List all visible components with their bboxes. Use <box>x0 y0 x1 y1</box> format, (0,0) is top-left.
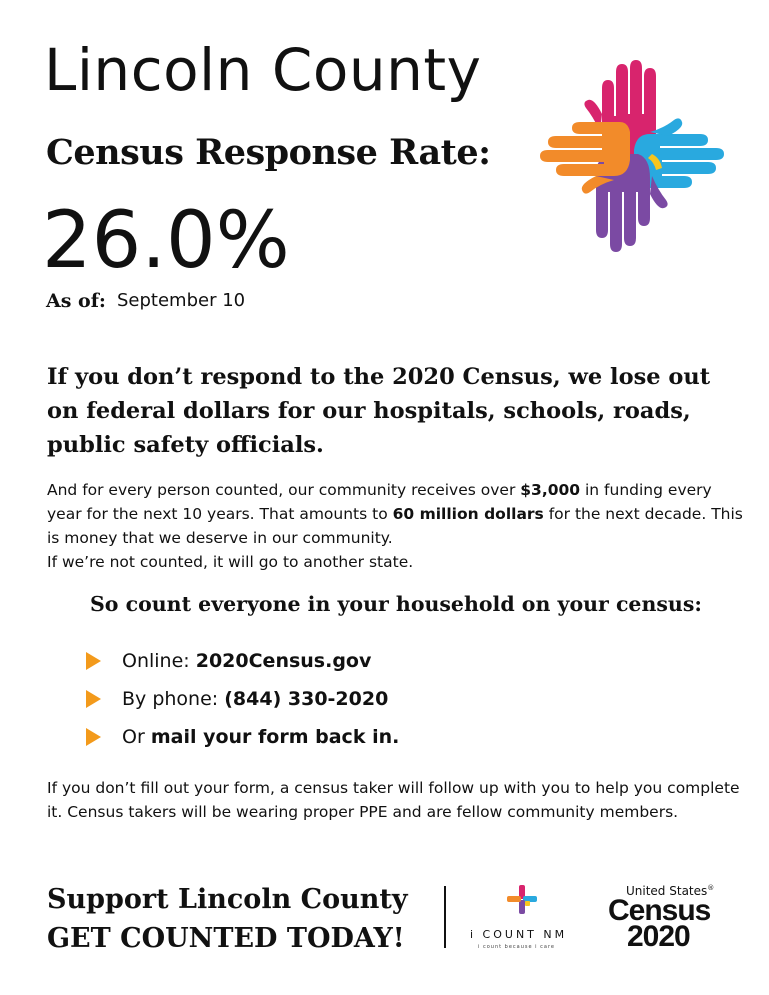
response-options-list <box>86 642 399 756</box>
online-link[interactable]: 2020Census.gov <box>195 650 372 672</box>
funding-paragraph <box>47 478 747 574</box>
count-heading: So count everyone in your household on your census: <box>90 592 702 616</box>
bullet-prefix: Online: <box>122 650 190 672</box>
as-of-label: As of: <box>46 290 106 312</box>
four-hands-logo-icon <box>532 58 732 254</box>
support-line-2: GET COUNTED TODAY! <box>47 923 405 954</box>
lead-paragraph: If you don’t respond to the 2020 Census, we lose out on federal dollars for our hospitals, schools, roads, public safety officials. <box>47 364 711 458</box>
funding-text-4: If we’re not counted, it will go to another state. <box>47 553 414 571</box>
as-of-value: September 10 <box>117 290 246 311</box>
support-line-1: Support Lincoln County <box>47 884 408 915</box>
funding-text-3: for the next decade. This is money that we deserve in our community. <box>47 505 743 547</box>
county-title: Lincoln County <box>44 36 482 104</box>
list-item-mail <box>86 718 399 756</box>
funding-amount: $3,000 <box>520 481 581 499</box>
footer-divider <box>444 886 446 948</box>
triangle-bullet-icon <box>86 728 101 746</box>
triangle-bullet-icon <box>86 690 101 708</box>
response-rate-value: 26.0% <box>42 196 290 286</box>
bullet-prefix: By phone: <box>122 688 219 710</box>
census-united-states: United States® <box>626 884 715 898</box>
phone-number[interactable]: (844) 330-2020 <box>224 688 389 710</box>
i-count-nm-wordmark: i COUNT NM <box>470 928 568 941</box>
response-rate-label: Census Response Rate: <box>46 132 491 173</box>
census-year: 2020 <box>627 920 690 953</box>
census-wordmark: Census <box>608 894 711 927</box>
census-taker-paragraph: If you don’t fill out your form, a census taker will follow up with you to help you complete it. Census takers will be wearing proper PPE and are fellow community members. <box>47 779 740 821</box>
support-slogan <box>47 880 408 958</box>
list-item-online <box>86 642 399 680</box>
funding-text-1: And for every person counted, our community receives over <box>47 481 521 499</box>
funding-total: 60 million dollars <box>392 505 544 523</box>
i-count-nm-logo-icon <box>506 884 538 918</box>
mail-instruction: mail your form back in. <box>150 726 400 748</box>
funding-text-2: in funding every year for the next 10 years. That amounts to <box>47 481 712 523</box>
i-count-nm-tagline: i count because i care <box>478 944 555 950</box>
triangle-bullet-icon <box>86 652 101 670</box>
list-item-phone <box>86 680 399 718</box>
bullet-prefix: Or <box>122 726 145 748</box>
